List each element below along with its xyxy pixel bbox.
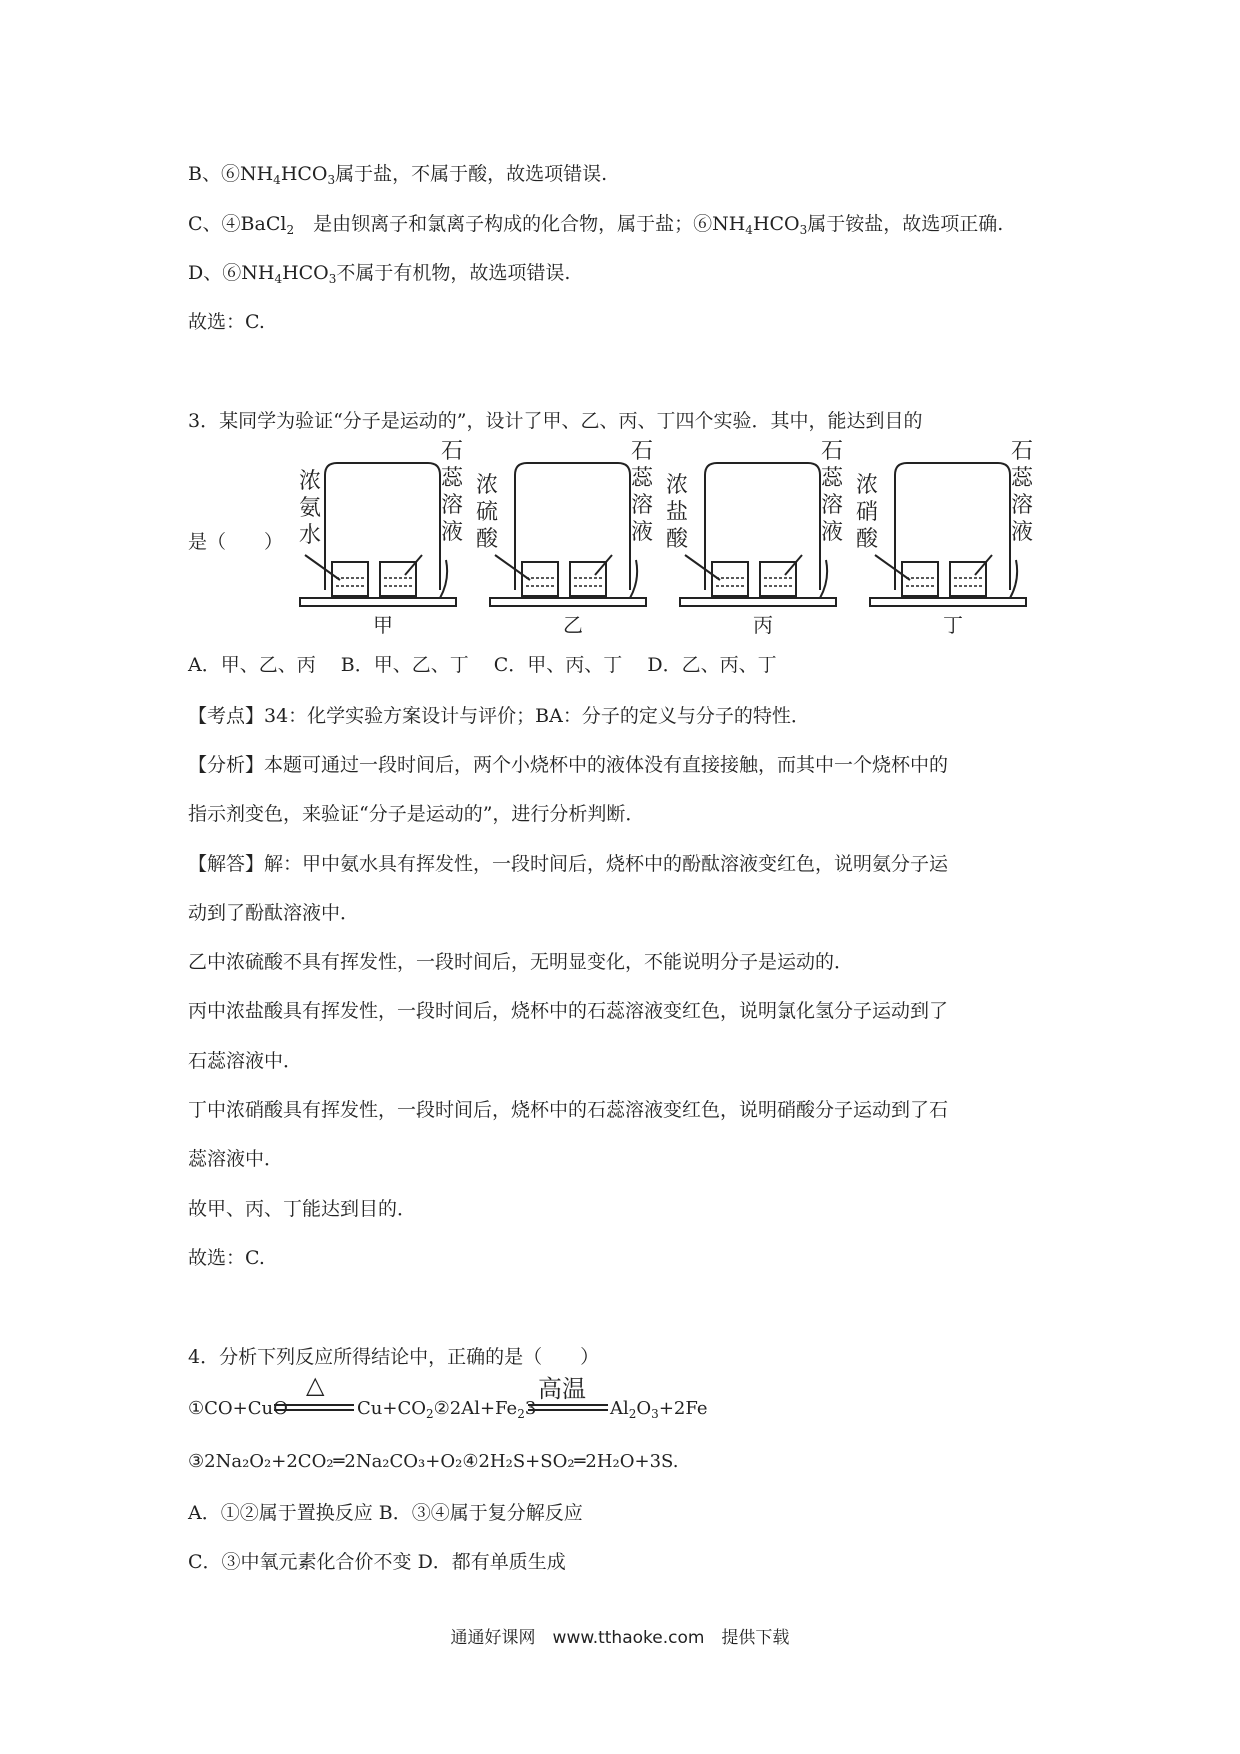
question-4-stem: 4．分析下列反应所得结论中，正确的是（ ） [188,1346,600,1368]
eq2-condition-high-temp: 高温 [538,1375,586,1403]
reagent-label-char: 浓 [665,473,689,498]
reagent-label-char: 氨 [298,496,322,521]
label-pointer-left [495,555,530,580]
reagent-label-char: 酸 [475,527,499,552]
reagent-label-char: 硫 [475,500,499,525]
indicator-label-char: 蕊 [1010,466,1034,491]
gu-line: 故甲、丙、丁能达到目的． [188,1198,417,1220]
panel-caption: 丁 [943,613,963,637]
answer-conclusion-2: 故选：C. [188,1247,265,1269]
panel-caption: 甲 [373,613,393,637]
fenxi-line-2: 指示剂变色，来验证“分子是运动的”，进行分析判断． [188,803,645,825]
answer-b-line: B、$⑥NH_4HCO_3$属于盐，不属于酸，故选项错误. [188,163,608,187]
bell-jar [895,463,1010,590]
experiment-panel [299,439,464,637]
question-4-options-cd: C．③中氧元素化合价不变 D．都有单质生成 [188,1551,566,1573]
fenxi-line-1: 【分析】本题可通过一段时间后，两个小烧杯中的液体没有直接接触，而其中一个烧杯中的 [188,754,949,776]
question-3-stem-cont: 是（ ） [188,531,284,553]
indicator-label-char: 液 [1010,520,1034,545]
reagent-label-char: 酸 [665,527,689,552]
indicator-label-char: 溶 [1010,493,1034,518]
experiment-diagram [0,0,1240,660]
indicator-label-char: 石 [630,439,654,464]
reagent-label-char: 盐 [665,500,689,525]
reagent-label-char: 浓 [855,473,879,498]
label-pointer-right [975,555,992,575]
panel-caption: 丙 [753,613,773,637]
bell-jar [515,463,630,590]
indicator-label-char: 溶 [820,493,844,518]
kaodian-line: 【考点】34：化学实验方案设计与评价；BA：分子的定义与分子的特性． [188,705,810,727]
jieda-line-1: 【解答】解：甲中氨水具有挥发性，一段时间后，烧杯中的酚酞溶液变红色，说明氨分子运 [188,853,949,875]
base-plate [870,560,1026,606]
answer-d-line: D、$⑥NH_4HCO_3$不属于有机物，故选项错误. [188,262,571,286]
reagent-label-char: 水 [298,523,322,548]
bing-line-1: 丙中浓盐酸具有挥发性，一段时间后，烧杯中的石蕊溶液变红色，说明氯化氢分子运动到了 [188,1000,949,1022]
indicator-label-char: 蕊 [440,466,464,491]
indicator-label-char: 蕊 [820,466,844,491]
question-3-stem: 3．某同学为验证“分子是运动的”，设计了甲、乙、丙、丁四个实验．其中，能达到目的 [188,410,923,432]
indicator-label-char: 蕊 [630,466,654,491]
label-pointer-left [305,555,340,580]
base-plate [490,560,646,606]
eq1-reaction-arrow [274,1404,354,1411]
indicator-label-char: 石 [1010,439,1034,464]
answer-conclusion-1: 故选：C. [188,311,265,333]
liquid-lines [526,578,602,586]
yi-line: 乙中浓硫酸不具有挥发性，一段时间后，无明显变化，不能说明分子是运动的． [188,951,854,973]
reagent-label-char: 硝 [855,500,879,525]
equation-1-right: $Cu+CO_2②2Al+Fe_23$ [357,1398,537,1421]
bell-jar [705,463,820,590]
question-4-options-ab: A．①②属于置换反应 B．③④属于复分解反应 [188,1502,583,1524]
experiment-panel [666,439,844,637]
bell-jar [325,463,440,590]
answer-c-line: C、④BaCl$_2$ 是由钡离子和氯离子构成的化合物，属于盐；$⑥NH_4HCO_3$属于铵盐，故选项正确. [188,213,1004,237]
base-plate [300,560,456,606]
experiment-panel [476,439,654,637]
label-pointer-right [785,555,802,575]
indicator-label-char: 石 [440,439,464,464]
label-pointer-left [875,555,910,580]
label-pointer-left [685,555,720,580]
equation-1-left: ①CO+CuO [188,1398,288,1419]
label-pointer-right [405,555,422,575]
base-plate [680,560,836,606]
reagent-label-char: 浓 [298,469,322,494]
equation-2-right: $Al_2O_3+2Fe$ [610,1398,708,1421]
bing-line-2: 石蕊溶液中． [188,1050,303,1072]
indicator-label-char: 溶 [440,493,464,518]
ding-line-1: 丁中浓硝酸具有挥发性，一段时间后，烧杯中的石蕊溶液变红色，说明硝酸分子运动到了石 [188,1099,949,1121]
ding-line-2: 蕊溶液中． [188,1148,284,1170]
page-footer: 通通好课网 www.tthaoke.com 提供下载 [450,1628,790,1648]
panel-caption: 乙 [563,613,583,637]
indicator-label-char: 液 [820,520,844,545]
experiment-panel [856,439,1034,637]
liquid-lines [716,578,792,586]
equation-line-2: ③2Na₂O₂+2CO₂═2Na₂CO₃+O₂④2H₂S+SO₂═2H₂O+3S. [188,1451,679,1472]
eq1-condition-heat: △ [306,1371,325,1399]
liquid-lines [906,578,982,586]
label-pointer-right [595,555,612,575]
liquid-lines [336,578,412,586]
reagent-label-char: 浓 [475,473,499,498]
indicator-label-char: 石 [820,439,844,464]
reagent-label-char: 酸 [855,527,879,552]
indicator-label-char: 液 [630,520,654,545]
question-3-options: A．甲、乙、丙 B．甲、乙、丁 C．甲、丙、丁 D．乙、丙、丁 [188,654,777,676]
indicator-label-char: 液 [440,520,464,545]
eq2-reaction-arrow [528,1404,608,1411]
indicator-label-char: 溶 [630,493,654,518]
jieda-line-2: 动到了酚酞溶液中． [188,902,360,924]
